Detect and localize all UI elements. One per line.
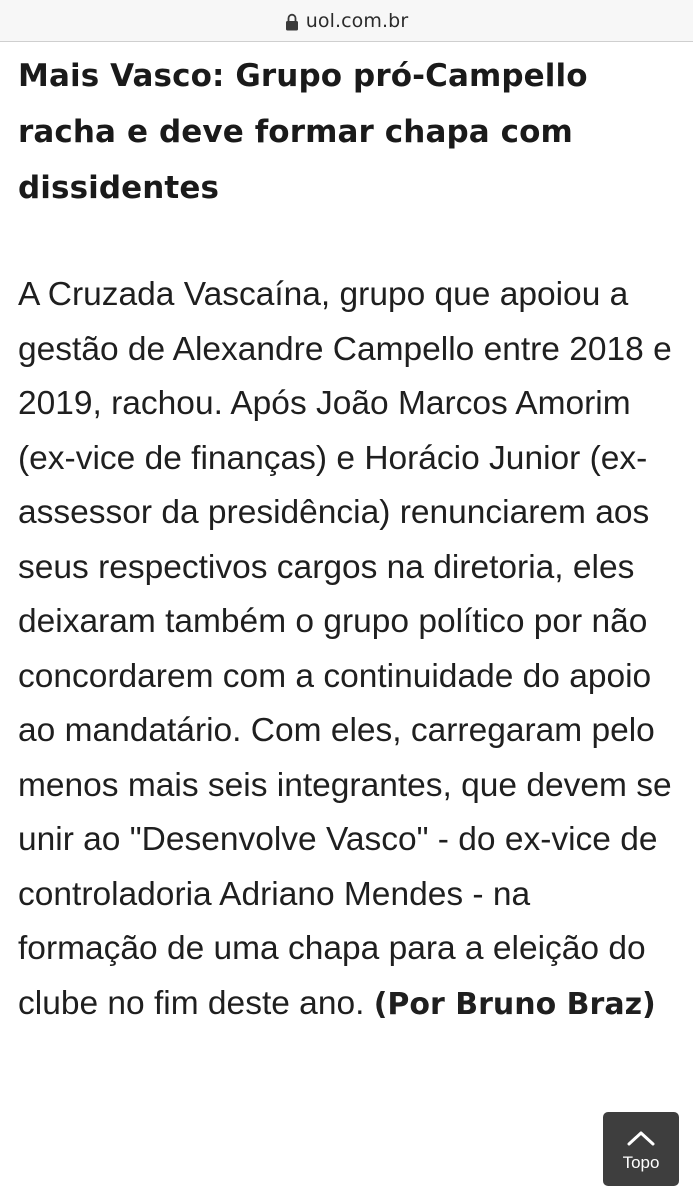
back-to-top-button[interactable] <box>603 1112 679 1186</box>
chevron-up-icon <box>626 1129 656 1147</box>
article <box>18 48 678 1032</box>
article-body <box>18 268 678 1032</box>
address-bar[interactable] <box>0 0 693 42</box>
url-host: uol.com.br <box>305 9 409 32</box>
back-to-top-label: Topo <box>622 1153 660 1172</box>
article-byline: (Por Bruno Braz) <box>373 986 656 1022</box>
article-headline: Mais Vasco: Grupo pró-Campello racha e deve formar chapa com dissidentes <box>18 58 588 206</box>
lock-icon <box>285 13 299 31</box>
article-body-text: A Cruzada Vascaína, grupo que apoiou a gestão de Alexandre Campello entre 2018 e 2019, rachou. Após João Marcos Amorim (ex-vice de finanças) e Horácio Junior (ex-assessor da presidência) renunciarem aos seus respectivos cargos na diretoria, eles deixaram também o grupo político por não concordarem com a continuidade do apoio ao mandatário. Com eles, carregaram pelo menos mais seis integrantes, que devem se unir ao "Desenvolve Vasco" - do ex-vice de controladoria Adriano Mendes - na formação de uma chapa para a eleição do clube no fim deste ano. <box>18 276 672 1022</box>
